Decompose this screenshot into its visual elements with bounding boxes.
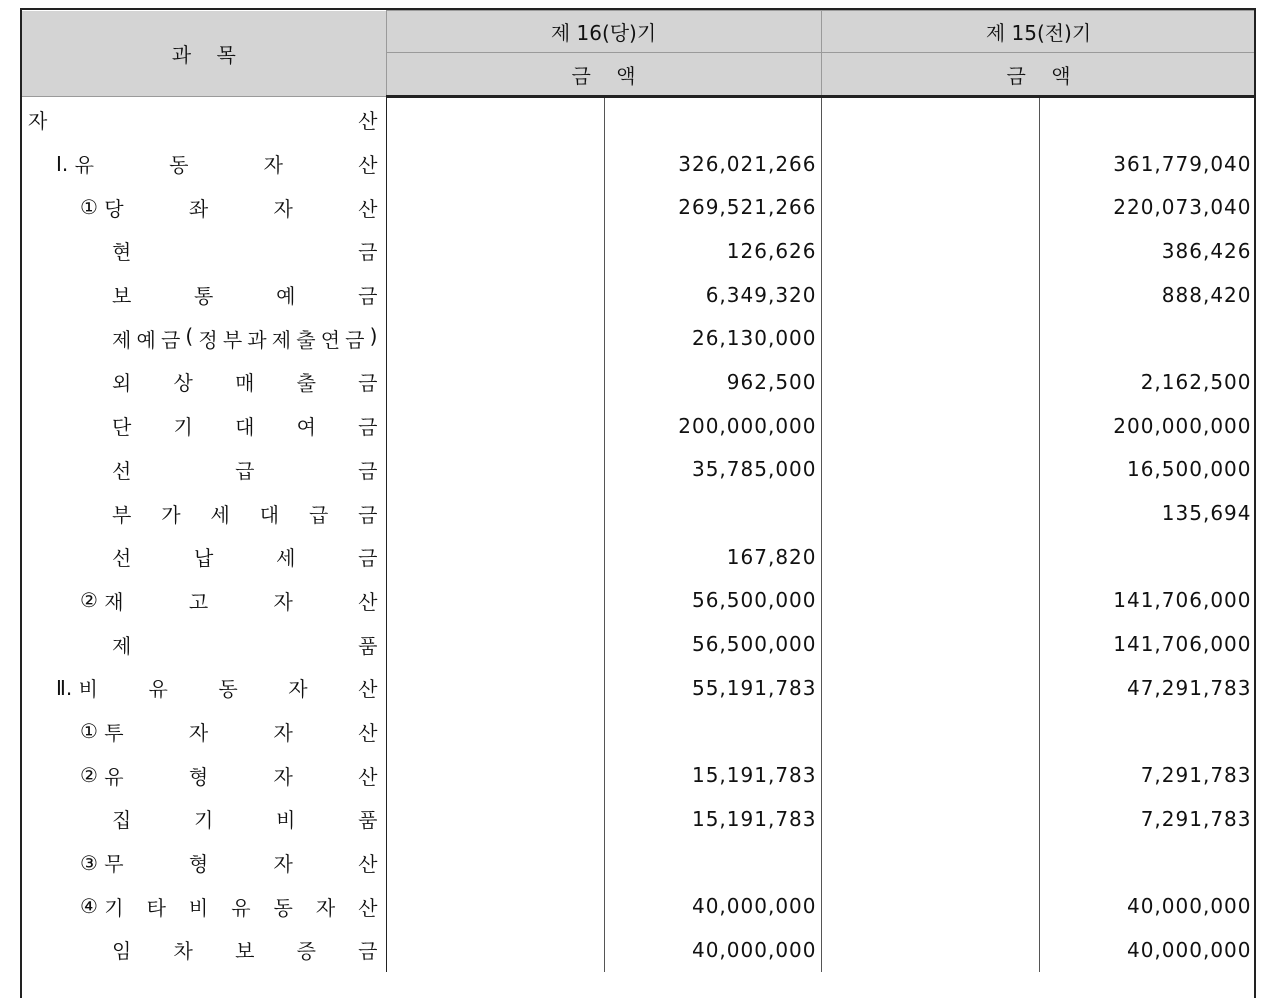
amount-current-header: 금 액 — [386, 53, 821, 97]
amount-cell-c3 — [821, 797, 1039, 841]
amount-cell-c1 — [386, 229, 604, 273]
amount-cell-c3 — [821, 185, 1039, 229]
account-cell — [22, 360, 386, 404]
table-row — [22, 97, 1256, 142]
account-prefix: ④ — [80, 894, 105, 919]
amount-cell-c2 — [604, 710, 821, 754]
amount-cell-c2: 962,500 — [604, 360, 821, 404]
account-label: 제 예 금 ( 정 부 과 제 출 연 금 ) — [112, 323, 378, 352]
account-label: 부 가 세 대 급 금 — [112, 502, 378, 527]
amount-cell-c1 — [386, 491, 604, 535]
account-label: 단 기 대 여 금 — [112, 415, 378, 440]
amount-cell-c3 — [821, 753, 1039, 797]
amount-cell-c1 — [386, 535, 604, 579]
amount-cell-c3 — [821, 884, 1039, 928]
account-label: 당 좌 자 산 — [104, 196, 378, 221]
table-row — [22, 535, 1256, 579]
table-header — [22, 11, 1256, 97]
amount-cell-c1 — [386, 97, 604, 142]
amount-cell-c4: 2,162,500 — [1039, 360, 1256, 404]
financial-statement-table — [22, 10, 1256, 972]
amount-cell-c3 — [821, 97, 1039, 142]
account-prefix: ② — [80, 588, 105, 613]
amount-cell-c4 — [1039, 97, 1256, 142]
account-label: 자 산 — [28, 108, 378, 133]
amount-cell-c4: 135,694 — [1039, 491, 1256, 535]
account-cell — [22, 666, 386, 710]
account-cell — [22, 97, 386, 142]
table-row — [22, 928, 1256, 972]
account-cell — [22, 797, 386, 841]
amount-cell-c1 — [386, 579, 604, 623]
table-row — [22, 404, 1256, 448]
amount-cell-c2: 40,000,000 — [604, 928, 821, 972]
amount-cell-c2: 56,500,000 — [604, 622, 821, 666]
account-label: 제 품 — [112, 633, 378, 658]
account-cell — [22, 841, 386, 885]
amount-cell-c4: 141,706,000 — [1039, 622, 1256, 666]
table-row — [22, 622, 1256, 666]
amount-cell-c4: 7,291,783 — [1039, 753, 1256, 797]
amount-cell-c2: 326,021,266 — [604, 142, 821, 186]
account-cell — [22, 273, 386, 317]
account-label: 선 납 세 금 — [112, 546, 378, 571]
table-body — [22, 97, 1256, 972]
table-row — [22, 142, 1256, 186]
account-cell — [22, 491, 386, 535]
amount-cell-c4: 47,291,783 — [1039, 666, 1256, 710]
account-label: 기 타 비 유 동 자 산 — [104, 895, 378, 920]
amount-cell-c4: 40,000,000 — [1039, 928, 1256, 972]
account-label: 무 형 자 산 — [104, 852, 378, 877]
amount-cell-c3 — [821, 360, 1039, 404]
amount-cell-c2: 40,000,000 — [604, 884, 821, 928]
account-prefix: ② — [80, 763, 105, 788]
account-cell — [22, 579, 386, 623]
account-cell — [22, 710, 386, 754]
amount-cell-c1 — [386, 404, 604, 448]
table-row — [22, 666, 1256, 710]
amount-cell-c4: 141,706,000 — [1039, 579, 1256, 623]
table-row — [22, 491, 1256, 535]
account-cell — [22, 229, 386, 273]
amount-cell-c4: 386,426 — [1039, 229, 1256, 273]
amount-cell-c1 — [386, 666, 604, 710]
amount-cell-c2: 6,349,320 — [604, 273, 821, 317]
amount-prior-header: 금 액 — [821, 53, 1256, 97]
account-prefix: ① — [80, 719, 105, 744]
account-prefix: ① — [80, 195, 105, 220]
amount-cell-c4: 888,420 — [1039, 273, 1256, 317]
amount-cell-c3 — [821, 316, 1039, 360]
table-row — [22, 448, 1256, 492]
account-cell — [22, 535, 386, 579]
amount-cell-c2: 55,191,783 — [604, 666, 821, 710]
account-prefix: Ⅰ. — [56, 151, 75, 176]
account-label: 집 기 비 품 — [112, 808, 378, 833]
amount-cell-c4: 361,779,040 — [1039, 142, 1256, 186]
account-label: 보 통 예 금 — [112, 284, 378, 309]
amount-cell-c3 — [821, 710, 1039, 754]
amount-cell-c2: 15,191,783 — [604, 753, 821, 797]
account-cell — [22, 928, 386, 972]
amount-cell-c2: 35,785,000 — [604, 448, 821, 492]
table-row — [22, 185, 1256, 229]
amount-cell-c4 — [1039, 316, 1256, 360]
amount-cell-c1 — [386, 622, 604, 666]
amount-cell-c1 — [386, 841, 604, 885]
amount-cell-c1 — [386, 884, 604, 928]
table-row — [22, 579, 1256, 623]
account-cell — [22, 316, 386, 360]
amount-cell-c1 — [386, 928, 604, 972]
account-label: 유 동 자 산 — [74, 153, 378, 178]
balance-sheet-table — [20, 8, 1256, 998]
amount-cell-c3 — [821, 491, 1039, 535]
amount-cell-c2 — [604, 97, 821, 142]
account-cell — [22, 142, 386, 186]
amount-cell-c1 — [386, 142, 604, 186]
subject-header: 과 목 — [22, 11, 386, 97]
amount-cell-c4 — [1039, 841, 1256, 885]
current-period-header: 제 16(당)기 — [386, 11, 821, 53]
amount-cell-c2: 269,521,266 — [604, 185, 821, 229]
amount-cell-c4: 16,500,000 — [1039, 448, 1256, 492]
account-prefix: ③ — [80, 850, 105, 875]
table-row — [22, 316, 1256, 360]
table-row — [22, 229, 1256, 273]
amount-cell-c1 — [386, 316, 604, 360]
account-cell — [22, 753, 386, 797]
amount-cell-c2: 15,191,783 — [604, 797, 821, 841]
prior-period-header: 제 15(전)기 — [821, 11, 1256, 53]
account-label: 비 유 동 자 산 — [78, 677, 378, 702]
account-cell — [22, 622, 386, 666]
amount-cell-c1 — [386, 185, 604, 229]
amount-cell-c2: 200,000,000 — [604, 404, 821, 448]
table-row — [22, 797, 1256, 841]
amount-cell-c3 — [821, 841, 1039, 885]
amount-cell-c2: 26,130,000 — [604, 316, 821, 360]
amount-cell-c3 — [821, 404, 1039, 448]
amount-cell-c4 — [1039, 535, 1256, 579]
account-prefix: Ⅱ. — [56, 675, 79, 700]
amount-cell-c4: 200,000,000 — [1039, 404, 1256, 448]
amount-cell-c4: 7,291,783 — [1039, 797, 1256, 841]
amount-cell-c2 — [604, 491, 821, 535]
account-label: 임 차 보 증 금 — [112, 939, 378, 964]
account-cell — [22, 185, 386, 229]
table-row — [22, 884, 1256, 928]
amount-cell-c4 — [1039, 710, 1256, 754]
account-label: 유 형 자 산 — [104, 764, 378, 789]
amount-cell-c3 — [821, 622, 1039, 666]
account-cell — [22, 884, 386, 928]
account-label: 현 금 — [112, 240, 378, 265]
amount-cell-c4: 40,000,000 — [1039, 884, 1256, 928]
amount-cell-c1 — [386, 273, 604, 317]
amount-cell-c3 — [821, 229, 1039, 273]
table-row — [22, 710, 1256, 754]
amount-cell-c2: 56,500,000 — [604, 579, 821, 623]
amount-cell-c2: 167,820 — [604, 535, 821, 579]
amount-cell-c1 — [386, 360, 604, 404]
account-label: 외 상 매 출 금 — [112, 371, 378, 396]
amount-cell-c3 — [821, 142, 1039, 186]
amount-cell-c1 — [386, 448, 604, 492]
amount-cell-c3 — [821, 535, 1039, 579]
amount-cell-c2 — [604, 841, 821, 885]
amount-cell-c3 — [821, 666, 1039, 710]
amount-cell-c3 — [821, 273, 1039, 317]
account-cell — [22, 448, 386, 492]
amount-cell-c1 — [386, 710, 604, 754]
table-row — [22, 360, 1256, 404]
table-row — [22, 841, 1256, 885]
amount-cell-c2: 126,626 — [604, 229, 821, 273]
table-row — [22, 273, 1256, 317]
table-row — [22, 753, 1256, 797]
amount-cell-c1 — [386, 797, 604, 841]
account-label: 투 자 자 산 — [104, 720, 378, 745]
amount-cell-c3 — [821, 579, 1039, 623]
account-label: 선 급 금 — [112, 458, 378, 483]
account-label: 재 고 자 산 — [104, 589, 378, 614]
amount-cell-c1 — [386, 753, 604, 797]
amount-cell-c3 — [821, 448, 1039, 492]
amount-cell-c3 — [821, 928, 1039, 972]
account-cell — [22, 404, 386, 448]
amount-cell-c4: 220,073,040 — [1039, 185, 1256, 229]
